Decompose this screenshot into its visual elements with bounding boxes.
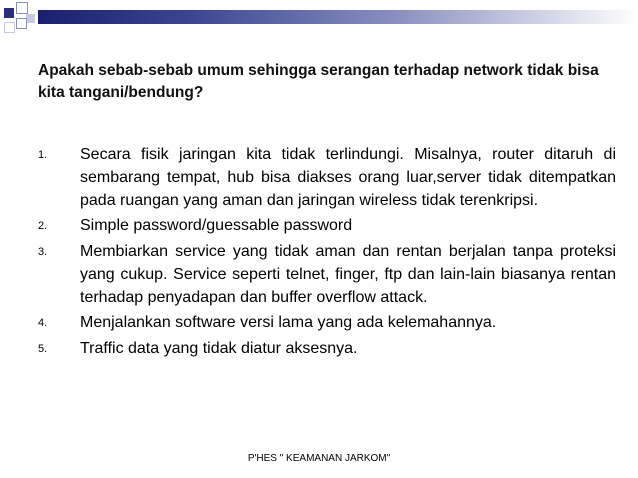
header-square-dark (4, 8, 14, 18)
list-item (38, 337, 616, 361)
slide-title: Apakah sebab-sebab umum sehingga serangan terhadap network tidak bisa kita tangani/bendung? (38, 62, 599, 101)
item-text: Menjalankan software versi lama yang ada kelemahannya. (80, 314, 497, 331)
item-text: Traffic data yang tidak diatur aksesnya. (80, 340, 358, 357)
item-number: 1. (38, 149, 48, 161)
header-square-outline-2 (16, 18, 27, 29)
item-text: Simple password/guessable password (80, 217, 353, 234)
list-item (38, 214, 616, 238)
list-item (38, 240, 616, 309)
header-square-outline (16, 2, 28, 14)
item-text: Membiarkan service yang tidak aman dan rentan berjalan tanpa proteksi yang cukup. Service seperti telnet, finger, ftp dan lain-lain biasanya rentan terhadap penyadapan dan buffer overflow attack. (80, 243, 616, 306)
list-item (38, 311, 616, 335)
cause-list (38, 143, 616, 363)
slide-footer: P'HES " KEAMANAN JARKOM" (247, 453, 391, 464)
item-number: 5. (38, 343, 48, 355)
header-square-light (26, 14, 35, 23)
item-number: 3. (38, 246, 48, 258)
item-text: Secara fisik jaringan kita tidak terlindungi. Misalnya, router ditaruh di sembarang tempat, hub bisa diakses orang luar,server tidak ditempatkan pada ruangan yang aman dan jaringan wireless tidak terenkripsi. (80, 146, 616, 209)
item-number: 2. (38, 220, 48, 232)
header-gradient-bar (38, 10, 638, 24)
list-item (38, 143, 616, 212)
header-square-outline-3 (4, 22, 15, 33)
item-number: 4. (38, 317, 48, 329)
